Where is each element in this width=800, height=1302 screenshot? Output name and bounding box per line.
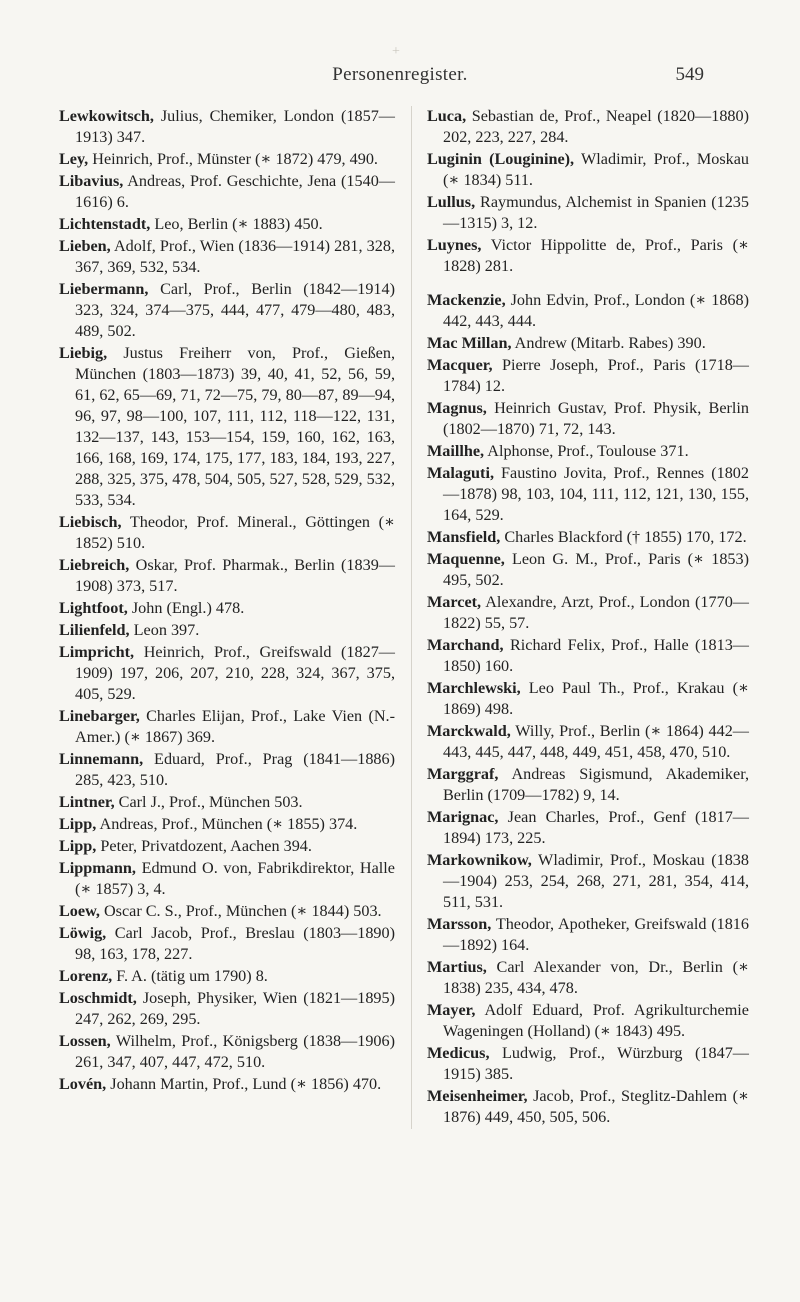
index-entry: [427, 333, 749, 354]
entry-text: Theodor, Apotheker, Greifswald (1816—1892) 164.: [443, 915, 749, 954]
entry-text: Carl, Prof., Berlin (1842—1914) 323, 324, 374—375, 444, 477, 479—480, 483, 489, 502.: [75, 280, 395, 340]
entry-name: Liebermann,: [59, 280, 149, 298]
entry-name: Löwig,: [59, 924, 107, 942]
entry-text: Leon 397.: [129, 621, 200, 639]
index-entry: [59, 236, 395, 278]
entry-name: Marchand,: [427, 636, 504, 654]
index-entry: [59, 836, 395, 857]
entry-text: Sebastian de, Prof., Neapel (1820—1880) 202, 223, 227, 284.: [443, 107, 749, 146]
index-entry: [427, 764, 749, 806]
entry-text: Richard Felix, Prof., Halle (1813—1850) 160.: [443, 636, 749, 675]
entry-name: Meisenheimer,: [427, 1087, 528, 1105]
entry-text: Justus Freiherr von, Prof., Gießen, München (1803—1873) 39, 40, 41, 52, 56, 59, 61, 62, 65—69, 71, 72—75, 79, 80—87, 89—94, 96, 97, 98—100, 107, 111, 112, 118—122, 131, 132—137, 143, 153—154, 159, 160, 162, 163, 166, 168, 169, 174, 175, 177, 183, 184, 193, 227, 288, 325, 375, 478, 504, 505, 527, 528, 529, 532, 533, 534.: [75, 344, 395, 509]
page-title: Personenregister.: [332, 64, 468, 85]
entry-name: Lichtenstadt,: [59, 215, 151, 233]
entry-text: F. A. (tätig um 1790) 8.: [112, 967, 268, 985]
entry-name: Magnus,: [427, 399, 487, 417]
entry-name: Marggraf,: [427, 765, 499, 783]
entry-text: Heinrich, Prof., Greifswald (1827—1909) 197, 206, 207, 210, 228, 324, 367, 375, 405, 529.: [75, 643, 395, 703]
entry-name: Luca,: [427, 107, 467, 125]
entry-name: Lipp,: [59, 837, 97, 855]
entry-name: Lullus,: [427, 193, 476, 211]
entry-name: Maquenne,: [427, 550, 505, 568]
column-divider: [411, 106, 412, 1129]
entry-text: Heinrich Gustav, Prof. Physik, Berlin (1802—1870) 71, 72, 143.: [443, 399, 749, 438]
entry-name: Lovén,: [59, 1075, 107, 1093]
entry-text: Leo, Berlin (∗ 1883) 450.: [150, 215, 323, 233]
index-entry: [59, 749, 395, 791]
entry-name: Marckwald,: [427, 722, 511, 740]
page-number: 549: [675, 64, 704, 85]
entry-name: Libavius,: [59, 172, 124, 190]
index-entry: [59, 988, 395, 1030]
entry-text: Leo Paul Th., Prof., Krakau (∗ 1869) 498.: [443, 679, 749, 718]
entry-text: Eduard, Prof., Prag (1841—1886) 285, 423, 510.: [75, 750, 395, 789]
index-entry: [427, 149, 749, 191]
entry-name: Lewkowitsch,: [59, 107, 154, 125]
index-entry: [59, 642, 395, 705]
index-entry: [59, 555, 395, 597]
entry-text: Peter, Privatdozent, Aachen 394.: [96, 837, 312, 855]
index-entry: [427, 721, 749, 763]
index-entry: [427, 957, 749, 999]
entry-name: Marchlewski,: [427, 679, 521, 697]
entry-name: Lorenz,: [59, 967, 113, 985]
index-entry: [427, 549, 749, 591]
entry-name: Marignac,: [427, 808, 499, 826]
index-entry: [427, 592, 749, 634]
entry-text: Pierre Joseph, Prof., Paris (1718—1784) 12.: [443, 356, 749, 395]
entry-name: Lilienfeld,: [59, 621, 130, 639]
index-entry: [59, 512, 395, 554]
index-entry: [427, 807, 749, 849]
entry-text: Willy, Prof., Berlin (∗ 1864) 442—443, 445, 447, 448, 449, 451, 458, 470, 510.: [443, 722, 749, 761]
entry-text: John Edvin, Prof., London (∗ 1868) 442, 443, 444.: [443, 291, 749, 330]
entry-text: Leon G. M., Prof., Paris (∗ 1853) 495, 502.: [443, 550, 749, 589]
index-entry: [59, 706, 395, 748]
entry-text: Jacob, Prof., Steglitz-Dahlem (∗ 1876) 449, 450, 505, 506.: [443, 1087, 749, 1126]
entry-name: Lippmann,: [59, 859, 136, 877]
entry-name: Marsson,: [427, 915, 492, 933]
entry-name: Malaguti,: [427, 464, 494, 482]
entry-name: Mackenzie,: [427, 291, 506, 309]
entry-name: Martius,: [427, 958, 487, 976]
entry-text: Edmund O. von, Fabrikdirektor, Halle (∗ 1857) 3, 4.: [75, 859, 395, 898]
entry-text: Charles Blackford († 1855) 170, 172.: [500, 528, 747, 546]
right-column: [427, 106, 749, 1129]
entry-text: Andrew (Mitarb. Rabes) 390.: [511, 334, 706, 352]
entry-name: Ley,: [59, 150, 89, 168]
index-entry: [427, 463, 749, 526]
entry-text: Johann Martin, Prof., Lund (∗ 1856) 470.: [106, 1075, 382, 1093]
entry-name: Lieben,: [59, 237, 111, 255]
entry-text: Alphonse, Prof., Toulouse 371.: [484, 442, 689, 460]
index-entry: [427, 106, 749, 148]
index-entry: [59, 149, 395, 170]
entry-name: Limpricht,: [59, 643, 135, 661]
index-entry: [427, 1043, 749, 1085]
entry-name: Markownikow,: [427, 851, 532, 869]
entry-name: Linebarger,: [59, 707, 140, 725]
index-entry: [59, 1074, 395, 1095]
index-entry: [427, 355, 749, 397]
entry-text: Andreas Sigismund, Akademiker, Berlin (1709—1782) 9, 14.: [443, 765, 749, 804]
index-entry: [59, 901, 395, 922]
index-entry: [59, 1031, 395, 1073]
index-entry: [59, 620, 395, 641]
entry-text: Wladimir, Prof., Moskau (∗ 1834) 511.: [443, 150, 749, 189]
index-entry: [59, 106, 395, 148]
entry-name: Macquer,: [427, 356, 493, 374]
index-entry: [59, 279, 395, 342]
entry-text: Adolf, Prof., Wien (1836—1914) 281, 328, 367, 369, 532, 534.: [75, 237, 395, 276]
entry-text: Ludwig, Prof., Würzburg (1847—1915) 385.: [443, 1044, 749, 1083]
index-entry: [427, 678, 749, 720]
entry-name: Mayer,: [427, 1001, 476, 1019]
entry-name: Medicus,: [427, 1044, 490, 1062]
index-entry: [427, 1086, 749, 1128]
entry-name: Loschmidt,: [59, 989, 137, 1007]
index-entry: [427, 850, 749, 913]
entry-name: Luginin (Louginine),: [427, 150, 575, 168]
entry-text: Wladimir, Prof., Moskau (1838—1904) 253, 254, 268, 271, 281, 354, 414, 511, 531.: [443, 851, 749, 911]
index-entry: [59, 792, 395, 813]
entry-text: Theodor, Prof. Mineral., Göttingen (∗ 1852) 510.: [75, 513, 395, 552]
entry-name: Liebreich,: [59, 556, 130, 574]
entry-text: Faustino Jovita, Prof., Rennes (1802—1878) 98, 103, 104, 111, 112, 121, 130, 155, 164, 529.: [443, 464, 749, 524]
entry-text: Alexandre, Arzt, Prof., London (1770—1822) 55, 57.: [443, 593, 749, 632]
entry-name: Lipp,: [59, 815, 97, 833]
index-entry: [59, 214, 395, 235]
left-column: [59, 106, 395, 1096]
entry-text: Oskar, Prof. Pharmak., Berlin (1839—1908) 373, 517.: [75, 556, 395, 595]
entry-text: Oscar C. S., Prof., München (∗ 1844) 503.: [99, 902, 382, 920]
entry-text: Carl J., Prof., München 503.: [114, 793, 303, 811]
entry-name: Mansfield,: [427, 528, 501, 546]
index-entry: [427, 441, 749, 462]
index-entry: [59, 598, 395, 619]
entry-name: Luynes,: [427, 236, 482, 254]
index-entry: [427, 914, 749, 956]
entry-text: Carl Alexander von, Dr., Berlin (∗ 1838) 235, 434, 478.: [443, 958, 749, 997]
entry-text: Andreas, Prof. Geschichte, Jena (1540—1616) 6.: [75, 172, 395, 211]
entry-name: Lossen,: [59, 1032, 111, 1050]
entry-text: Wilhelm, Prof., Königsberg (1838—1906) 261, 347, 407, 447, 472, 510.: [75, 1032, 395, 1071]
index-entry: [59, 966, 395, 987]
index-entry: [59, 814, 395, 835]
entry-name: Liebisch,: [59, 513, 122, 531]
entry-text: John (Engl.) 478.: [127, 599, 245, 617]
index-entry: [427, 635, 749, 677]
entry-text: Jean Charles, Prof., Genf (1817—1894) 173, 225.: [443, 808, 749, 847]
index-entry: [59, 343, 395, 511]
entry-name: Liebig,: [59, 344, 108, 362]
entry-name: Marcet,: [427, 593, 482, 611]
entry-text: Heinrich, Prof., Münster (∗ 1872) 479, 490.: [88, 150, 378, 168]
decorative-mark: +: [392, 44, 400, 59]
entry-name: Maillhe,: [427, 442, 485, 460]
entry-text: Julius, Chemiker, London (1857—1913) 347.: [75, 107, 395, 146]
index-entry: [427, 1000, 749, 1042]
index-entry: [427, 192, 749, 234]
entry-name: Mac Millan,: [427, 334, 512, 352]
index-entry: [59, 171, 395, 213]
entry-name: Lightfoot,: [59, 599, 128, 617]
entry-text: Charles Elijan, Prof., Lake Vien (N.-Amer.) (∗ 1867) 369.: [75, 707, 395, 746]
entry-text: Raymundus, Alchemist in Spanien (1235—1315) 3, 12.: [443, 193, 749, 232]
entry-text: Andreas, Prof., München (∗ 1855) 374.: [96, 815, 358, 833]
index-entry: [427, 527, 749, 548]
entry-text: Carl Jacob, Prof., Breslau (1803—1890) 98, 163, 178, 227.: [75, 924, 395, 963]
index-entry: [427, 290, 749, 332]
entry-text: Joseph, Physiker, Wien (1821—1895) 247, 262, 269, 295.: [75, 989, 395, 1028]
entry-name: Linnemann,: [59, 750, 144, 768]
entry-name: Loew,: [59, 902, 100, 920]
index-entry: [427, 235, 749, 277]
entry-text: Adolf Eduard, Prof. Agrikulturchemie Wageningen (Holland) (∗ 1843) 495.: [443, 1001, 749, 1040]
entry-text: Victor Hippolitte de, Prof., Paris (∗ 1828) 281.: [443, 236, 749, 275]
index-entry: [59, 923, 395, 965]
index-entry: [427, 398, 749, 440]
index-entry: [59, 858, 395, 900]
entry-name: Lintner,: [59, 793, 115, 811]
